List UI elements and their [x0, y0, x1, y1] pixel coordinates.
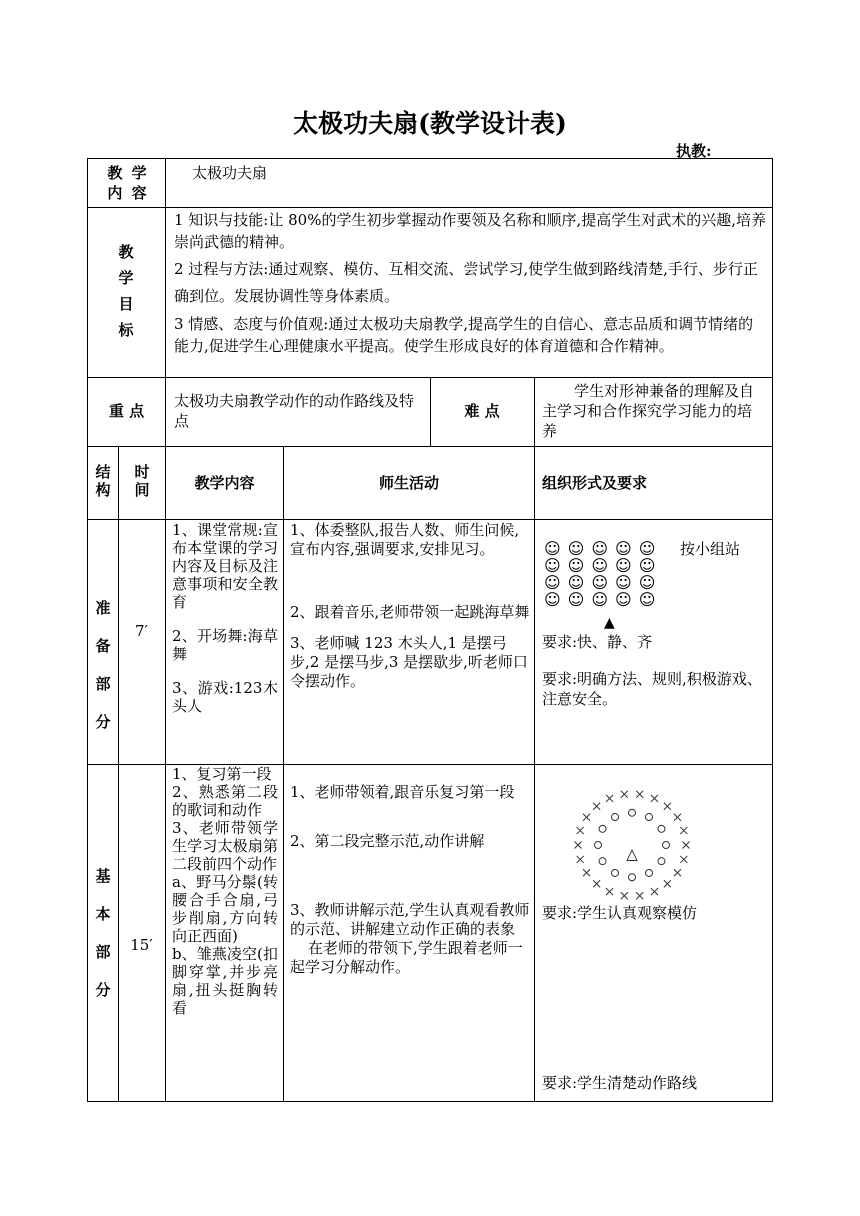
formation-row: ☺☺☺☺☺ [544, 539, 663, 558]
basic-activity-item: 在老师的带领下,学生跟着老师一起学习分解动作。 [290, 939, 523, 976]
prep-requirement: 要求:快、静、齐 [542, 633, 653, 651]
basic-content-item: 1、复习第一段 [172, 765, 272, 783]
prep-label: 准备部分 [95, 599, 111, 731]
basic-requirement: 要求:学生认真观察模仿 [542, 904, 698, 922]
student-cross-mark [606, 795, 613, 802]
content-value: 太极功夫扇 [192, 164, 268, 182]
key-label: 重 点 [108, 402, 145, 420]
circle-formation-diagram [570, 785, 694, 905]
header-time: 时间 [134, 463, 150, 499]
student-cross-mark [621, 892, 628, 899]
difficulty-label: 难 点 [464, 402, 500, 420]
header-content: 教学内容 [194, 474, 255, 492]
student-cross-mark [680, 856, 687, 863]
student-circle-mark [599, 858, 606, 865]
basic-activity-item: 2、第二段完整示范,动作讲解 [290, 832, 485, 850]
prep-time: 7′ [135, 622, 148, 640]
student-cross-mark [636, 892, 643, 899]
student-circle-mark [646, 814, 653, 821]
student-cross-mark [651, 795, 658, 802]
prep-content-item: 1、课堂常规:宣布本堂课的学习内容及目标及注意事项和安全教育 [172, 521, 278, 611]
goals-label: 教学目标 [118, 243, 134, 339]
student-circle-mark [612, 869, 619, 876]
goal-item: 2 过程与方法:通过观察、模仿、互相交流、尝试学习,使学生做到路线清楚,手行、步行正确到位。发展协调性等身体素质。 [174, 260, 758, 305]
student-circle-mark [663, 842, 670, 849]
student-cross-mark [583, 814, 590, 821]
prep-activity-item: 2、跟着音乐,老师带领一起跳海草舞 [290, 603, 530, 621]
prep-requirement: 要求:明确方法、规则,积极游戏、注意安全。 [542, 670, 762, 708]
formation-row: ☺☺☺☺☺ [544, 556, 663, 575]
prep-activity-item: 1、体委整队,报告人数、师生问候,宣布内容,强调要求,安排见习。 [290, 521, 520, 558]
basic-label: 基本部分 [95, 867, 111, 999]
student-cross-mark [606, 888, 613, 895]
basic-activity-item: 3、教师讲解示范,学生认真观看教师的示范、讲解建立动作正确的表象 [290, 901, 530, 938]
row-divider [88, 446, 772, 447]
student-cross-mark [575, 842, 582, 849]
prep-activity-item: 3、老师喊 123 木头人,1 是摆弓步,2 是摆马步,3 是摆歇步,听老师口令摆动作。 [290, 634, 528, 690]
basic-activity-item: 1、老师带领着,跟音乐复习第一段 [290, 783, 515, 801]
student-cross-mark [651, 888, 658, 895]
student-cross-mark [636, 791, 643, 798]
teacher-label: 执教: [676, 142, 712, 160]
student-cross-mark [577, 827, 584, 834]
col-divider [283, 446, 284, 1101]
student-cross-mark [674, 814, 681, 821]
difficulty-value: 学生对形神兼备的理解及自主学习和合作探究学习能力的培养 [542, 382, 755, 440]
student-formation [544, 540, 662, 608]
goals-list [174, 209, 766, 357]
student-circle-mark [646, 869, 653, 876]
basic-content-item: b、雏燕凌空(扣脚穿掌,并步亮扇,扭头挺胸转看 [172, 945, 278, 1017]
page-title: 太极功夫扇(教学设计表) [293, 109, 567, 138]
goal-item: 3 情感、态度与价值观:通过太极功夫扇教学,提高学生的自信心、意志品质和调节情绪的能力,促进学生心理健康水平提高。使学生形成良好的体育道德和合作精神。 [174, 315, 754, 355]
student-cross-mark [593, 880, 600, 887]
header-organization: 组织形式及要求 [542, 474, 648, 492]
student-circle-mark [595, 842, 602, 849]
goal-item: 1 知识与技能:让 80%的学生初步掌握动作要领及名称和顺序,提高学生对武术的兴趣,培养崇尚武德的精神。 [174, 211, 767, 251]
lesson-plan-table [87, 158, 773, 1102]
basic-content-item: a、野马分鬃(转腰合手合扇,弓步削扇,方向转向正西面) [172, 873, 278, 945]
student-cross-mark [664, 880, 671, 887]
formation-note: 按小组站 [680, 540, 741, 558]
row-divider [88, 207, 772, 208]
student-circle-mark [658, 858, 665, 865]
content-label: 教 学 内 容 [107, 164, 149, 202]
col-divider [534, 377, 535, 446]
student-cross-mark [683, 842, 690, 849]
header-structure: 结构 [95, 463, 111, 499]
formation-row: ☺☺☺☺☺ [544, 573, 663, 592]
student-circle-mark [658, 825, 665, 832]
basic-time: 15′ [130, 936, 153, 954]
row-divider [88, 519, 772, 520]
student-circle-mark [612, 814, 619, 821]
basic-content-item: 2、熟悉第二段的歌词和动作 [172, 783, 278, 819]
basic-content [172, 765, 278, 1017]
prep-content-item: 2、开场舞:海草舞 [172, 627, 278, 663]
prep-content [172, 521, 278, 715]
basic-requirement: 要求:学生清楚动作路线 [542, 1074, 698, 1092]
teacher-triangle-icon: △ [626, 845, 638, 863]
student-cross-mark [593, 803, 600, 810]
header-activity: 师生活动 [378, 474, 439, 492]
student-circle-mark [629, 874, 636, 881]
student-circle-mark [629, 809, 636, 816]
student-cross-mark [621, 791, 628, 798]
basic-activity [290, 783, 530, 977]
student-cross-mark [680, 827, 687, 834]
student-cross-mark [577, 856, 584, 863]
basic-content-item: 3、老师带领学生学习太极扇第二段前四个动作 [172, 819, 278, 873]
prep-content-item: 3、游戏:123木头人 [172, 679, 278, 715]
student-cross-mark [664, 803, 671, 810]
key-value: 太极功夫扇教学动作的动作路线及特点 [174, 392, 415, 430]
student-circle-mark [599, 825, 606, 832]
teacher-marker-icon: ▲ [604, 615, 615, 631]
student-cross-mark [583, 869, 590, 876]
prep-activity [290, 521, 530, 691]
col-divider [118, 446, 119, 1101]
col-divider [534, 446, 535, 1101]
student-cross-mark [674, 869, 681, 876]
formation-row: ☺☺☺☺☺ [544, 590, 663, 609]
